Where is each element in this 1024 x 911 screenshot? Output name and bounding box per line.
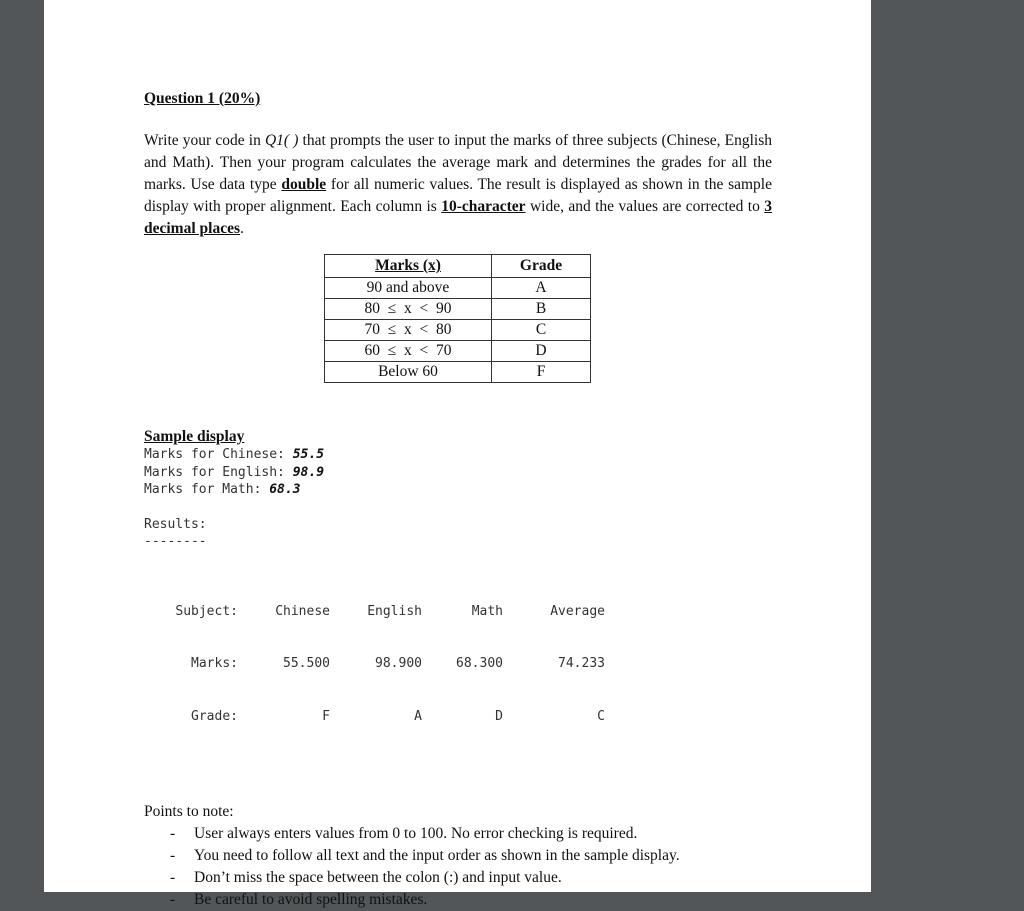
note-item <box>144 823 772 845</box>
notes-list <box>144 823 772 911</box>
marks-header-label: Marks (x) <box>375 257 441 274</box>
desc-text-1: Write your code in <box>144 132 265 149</box>
prompt-line-chinese <box>144 446 772 464</box>
grade-range: 60 ≤ x < 70 <box>325 341 492 362</box>
notes-section <box>144 801 772 911</box>
results-cell: 74.233 <box>558 656 605 671</box>
grade-row <box>325 341 591 362</box>
decimal-emphasis: 3 decimal places <box>144 198 773 237</box>
sample-prompts <box>144 446 772 499</box>
grade-letter: B <box>492 299 591 320</box>
results-cell: Subject: <box>175 603 238 619</box>
grade-row <box>325 320 591 341</box>
results-cell: Average <box>550 603 605 619</box>
note-text: You need to follow all text and the input order as shown in the sample display. <box>194 847 680 864</box>
results-cell: D <box>495 708 503 724</box>
bullet-dash: - <box>170 847 176 864</box>
results-cell: Marks: <box>191 656 238 671</box>
prompt-chinese: Marks for Chinese: <box>144 447 293 462</box>
grade-letter: F <box>492 362 591 383</box>
grade-range: 80 ≤ x < 90 <box>325 299 492 320</box>
prompt-line-math <box>144 481 772 499</box>
grade-range: Below 60 <box>325 362 492 383</box>
grade-letter: C <box>492 320 591 341</box>
results-cell: Grade: <box>191 708 238 724</box>
document-page <box>44 0 871 908</box>
results-row-grade <box>144 708 772 726</box>
results-row-subject <box>144 603 772 621</box>
note-item <box>144 845 772 867</box>
input-chinese: 55.5 <box>292 447 325 462</box>
grade-letter: D <box>492 341 591 362</box>
bullet-dash: - <box>170 825 176 842</box>
note-item <box>144 889 772 911</box>
results-cell: 98.900 <box>375 656 422 671</box>
note-item <box>144 867 772 889</box>
results-cell: 55.500 <box>283 656 330 671</box>
prompt-line-english <box>144 464 772 482</box>
results-row-marks <box>144 655 772 673</box>
prompt-math: Marks for Math: <box>144 482 270 497</box>
results-cell: F <box>322 708 330 724</box>
question-description <box>144 130 772 240</box>
desc-text-2: that prompts the user to input the marks of three subjects (Chinese, English and Math). Then your program calculates the average mark and determines the grades for all the marks. Use data type <box>144 132 772 193</box>
results-table <box>144 568 772 761</box>
input-math: 68.3 <box>269 482 301 497</box>
grade-range: 70 ≤ x < 80 <box>325 320 492 341</box>
results-cell: C <box>597 708 605 724</box>
grade-letter: A <box>492 278 591 299</box>
results-cell: English <box>367 603 422 619</box>
bullet-dash: - <box>170 869 176 886</box>
width-emphasis: 10-character <box>441 198 526 215</box>
note-text: User always enters values from 0 to 100. No error checking is required. <box>194 825 638 842</box>
desc-text-3: for all numeric values. The result is displayed as shown in the sample display with proper alignment. Each column is <box>144 176 772 215</box>
function-name: Q1( ) <box>264 132 299 149</box>
bullet-dash: - <box>170 891 176 908</box>
grade-table <box>324 254 591 383</box>
notes-title: Points to note: <box>144 803 234 820</box>
results-cell: Math <box>471 603 503 619</box>
grade-row <box>325 362 591 383</box>
desc-text-5: . <box>240 220 244 237</box>
data-type-emphasis: double <box>281 176 327 193</box>
sample-display-title: Sample display <box>144 428 245 445</box>
page-content <box>144 90 772 911</box>
results-cell: A <box>414 708 422 724</box>
question-title: Question 1 (20%) <box>144 90 261 107</box>
grade-header: Grade <box>492 255 591 278</box>
prompt-english: Marks for English: <box>144 464 293 480</box>
grade-table-header <box>325 255 591 278</box>
grade-row <box>325 299 591 320</box>
note-text: Be careful to avoid spelling mistakes. <box>194 891 428 908</box>
grade-row <box>325 278 591 299</box>
results-cell: 68.300 <box>456 656 503 671</box>
input-english: 98.9 <box>292 464 325 480</box>
note-text: Don’t miss the space between the colon (:) and input value. <box>194 869 562 886</box>
results-separator: -------- <box>144 534 207 549</box>
results-label: Results: <box>144 516 207 532</box>
results-cell: Chinese <box>275 603 330 619</box>
desc-text-4: wide, and the values are corrected to <box>525 198 765 215</box>
grade-range: 90 and above <box>325 278 492 299</box>
marks-header <box>325 255 492 278</box>
results-block <box>144 516 772 761</box>
